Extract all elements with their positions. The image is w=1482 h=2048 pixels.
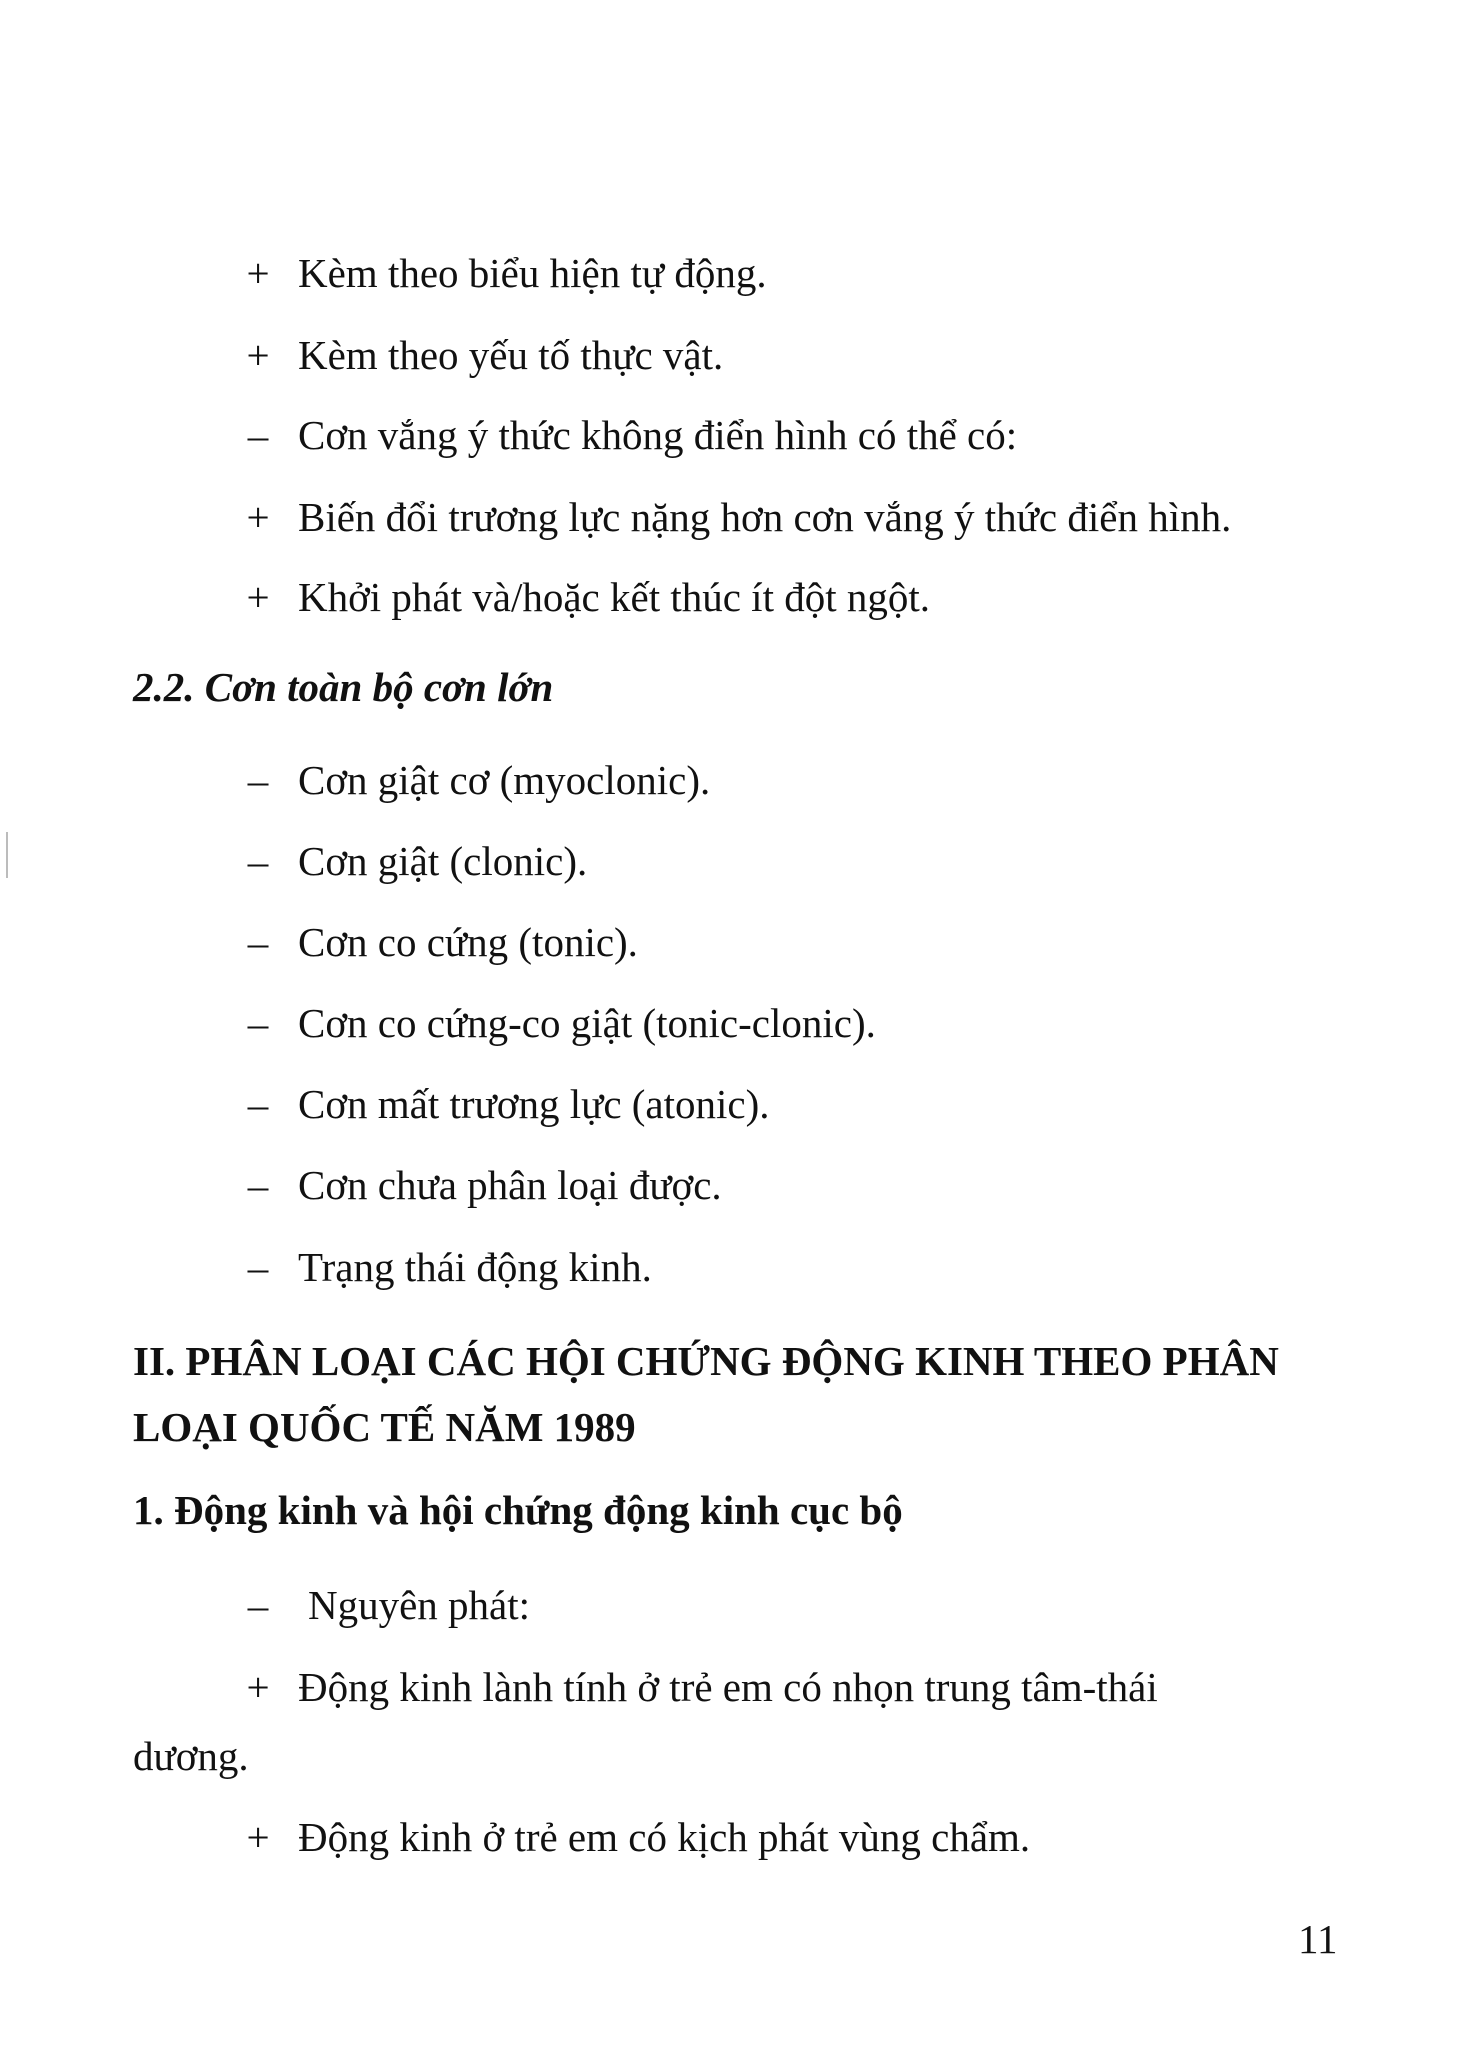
list-item-text: Động kinh lành tính ở trẻ em có nhọn trung tâm-thái [298, 1664, 1158, 1710]
dash-bullet: – [247, 1582, 269, 1628]
list-item-text: Kèm theo biểu hiện tự động. [298, 250, 767, 296]
list-item-text: Động kinh ở trẻ em có kịch phát vùng chẩm. [298, 1814, 1031, 1860]
plus-bullet: + [246, 494, 270, 540]
dash-bullet: – [247, 412, 269, 458]
dash-bullet: – [247, 919, 269, 965]
page-number: 11 [1298, 1916, 1338, 1962]
subsection-heading: 2.2. Cơn toàn bộ cơn lớn [133, 664, 554, 710]
list-item-text: Cơn co cứng (tonic). [298, 919, 638, 965]
list-item-text: Khởi phát và/hoặc kết thúc ít đột ngột. [298, 574, 930, 620]
plus-bullet: + [246, 250, 270, 296]
list-item-text: Cơn giật (clonic). [298, 838, 588, 884]
plus-bullet: + [246, 1814, 270, 1860]
dash-bullet: – [247, 1162, 269, 1208]
list-item-text: Trạng thái động kinh. [298, 1244, 652, 1290]
dash-bullet: – [247, 1081, 269, 1127]
list-item-text: Biến đổi trương lực nặng hơn cơn vắng ý thức điển hình. [298, 494, 1232, 540]
plus-bullet: + [246, 332, 270, 378]
dash-bullet: – [247, 1244, 269, 1290]
list-item-text: Kèm theo yếu tố thực vật. [298, 332, 724, 378]
scan-edge-mark [6, 832, 8, 878]
chapter-heading: II. PHÂN LOẠI CÁC HỘI CHỨNG ĐỘNG KINH THEO PHÂN LOẠI QUỐC TẾ NĂM 1989 [133, 1338, 1279, 1450]
dash-bullet: – [247, 1000, 269, 1046]
list-item-text: Cơn giật cơ (myoclonic). [298, 757, 711, 803]
list-item-text: Cơn mất trương lực (atonic). [298, 1081, 770, 1127]
section-heading: 1. Động kinh và hội chứng động kinh cục bộ [133, 1487, 903, 1533]
list-item-text: dương. [133, 1733, 249, 1779]
plus-bullet: + [246, 1664, 270, 1710]
list-item-text: Nguyên phát: [308, 1582, 531, 1628]
plus-bullet: + [246, 574, 270, 620]
list-item-text: Cơn co cứng-co giật (tonic-clonic). [298, 1000, 876, 1046]
dash-bullet: – [247, 838, 269, 884]
dash-bullet: – [247, 757, 269, 803]
list-item-text: Cơn vắng ý thức không điển hình có thể có: [298, 412, 1018, 458]
list-item-text: Cơn chưa phân loại được. [298, 1162, 722, 1208]
